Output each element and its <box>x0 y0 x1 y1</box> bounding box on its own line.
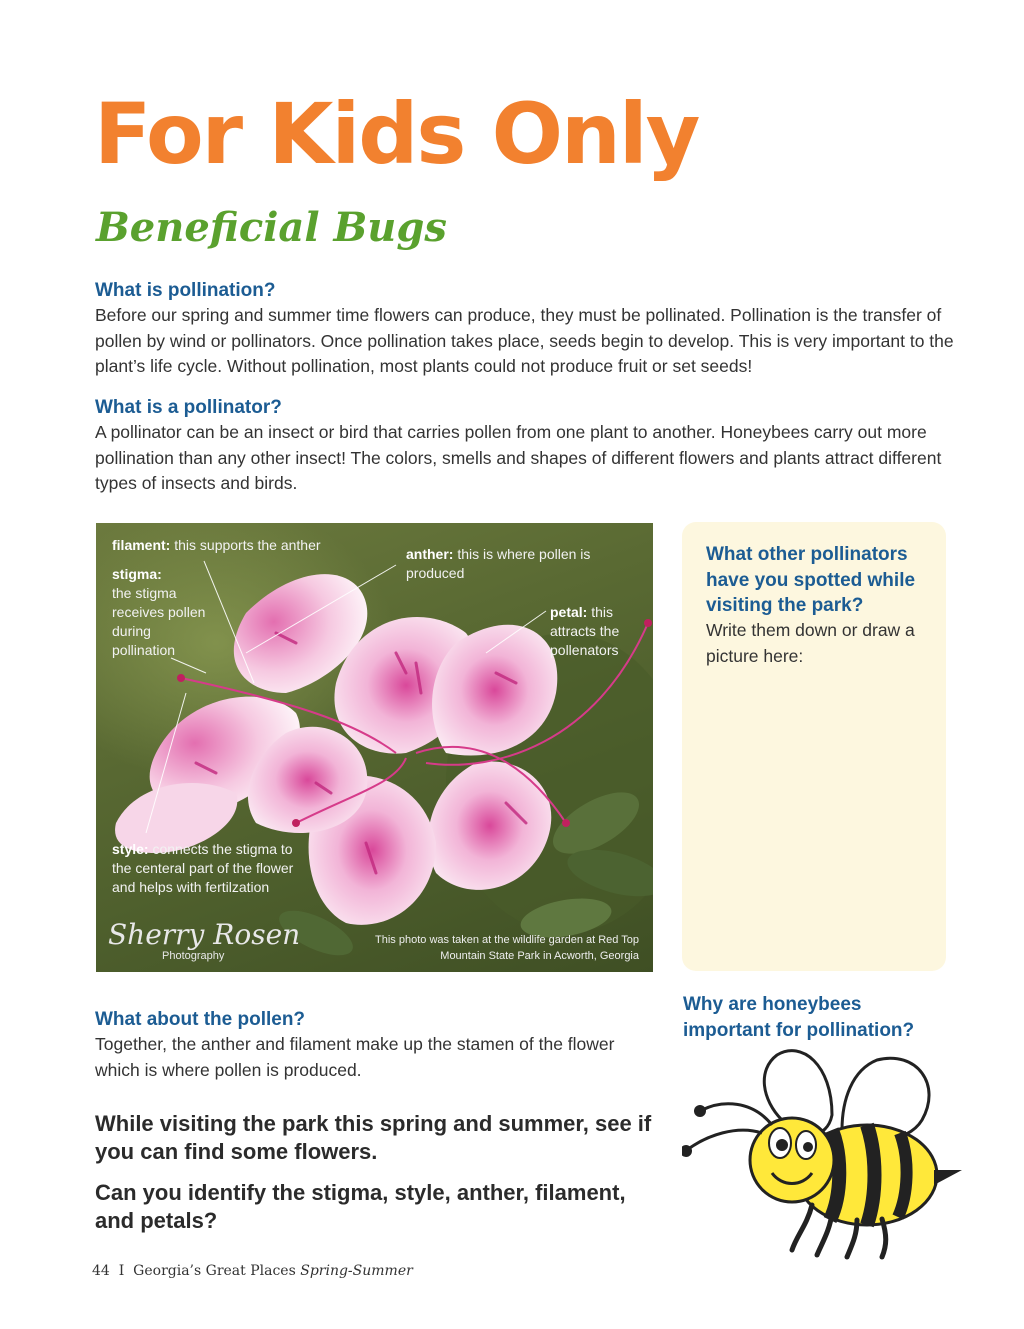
label-style: style: connects the stigma to the centeral part of the flower and helps with fertilzation <box>112 841 294 895</box>
section-pollinator <box>95 395 955 497</box>
section-pollen <box>95 1007 655 1083</box>
pollinator-note-box <box>682 522 946 971</box>
flower-photo <box>96 523 653 972</box>
photographer-signature: Sherry Rosen Photography <box>108 918 301 962</box>
section-question: What is a pollinator? <box>95 397 282 418</box>
note-question: What other pollinators have you spotted while visiting the park? <box>706 544 916 616</box>
publication-name: Georgia’s Great Places <box>133 1263 296 1279</box>
honeybee-icon <box>682 1045 967 1260</box>
section-text: Together, the anther and filament make up the stamen of the flower which is where pollen is produced. <box>95 1034 615 1080</box>
page-title: For Kids Only <box>94 85 699 183</box>
page-number: 44 <box>92 1263 110 1279</box>
section-text: A pollinator can be an insect or bird that carries pollen from one plant to another. Honeybees carry out more pollination than any other insect! The colors, smells and shapes of different flowers and plants attract different types of insects and birds. <box>95 422 942 493</box>
section-question: What is pollination? <box>95 280 276 301</box>
photo-credit: This photo was taken at the wildlife garden at Red Top Mountain State Park in Acworth, Georgia <box>375 934 639 962</box>
page-footer: 44 I Georgia’s Great Places Spring-Summer <box>92 1263 413 1279</box>
label-stigma: stigma: the stigma receives pollen during pollination <box>112 566 206 658</box>
section-question: What about the pollen? <box>95 1009 306 1030</box>
label-filament: filament: this supports the anther <box>112 537 321 553</box>
label-petal: petal: this attracts the pollenators <box>550 604 620 658</box>
bee-question: Why are honeybees important for pollination? <box>683 994 915 1041</box>
challenge-text: Can you identify the stigma, style, anther, filament, and petals? <box>95 1180 626 1233</box>
publication-season: Spring-Summer <box>300 1263 413 1279</box>
note-text: Write them down or draw a picture here: <box>706 620 915 666</box>
challenge-text: While visiting the park this spring and summer, see if you can find some flowers. <box>95 1111 652 1164</box>
page-subtitle: Beneficial Bugs <box>96 204 447 251</box>
label-anther: anther: this is where pollen is produced <box>406 546 591 581</box>
section-text: Before our spring and summer time flowers can produce, they must be pollinated. Pollination is the transfer of pollen by wind or pollinators. Once pollination takes place, seeds begin to develop. This is very important to the plant’s life cycle. Without pollination, most plants could not produce fruit or set seeds! <box>95 305 954 376</box>
section-pollination <box>95 278 955 380</box>
